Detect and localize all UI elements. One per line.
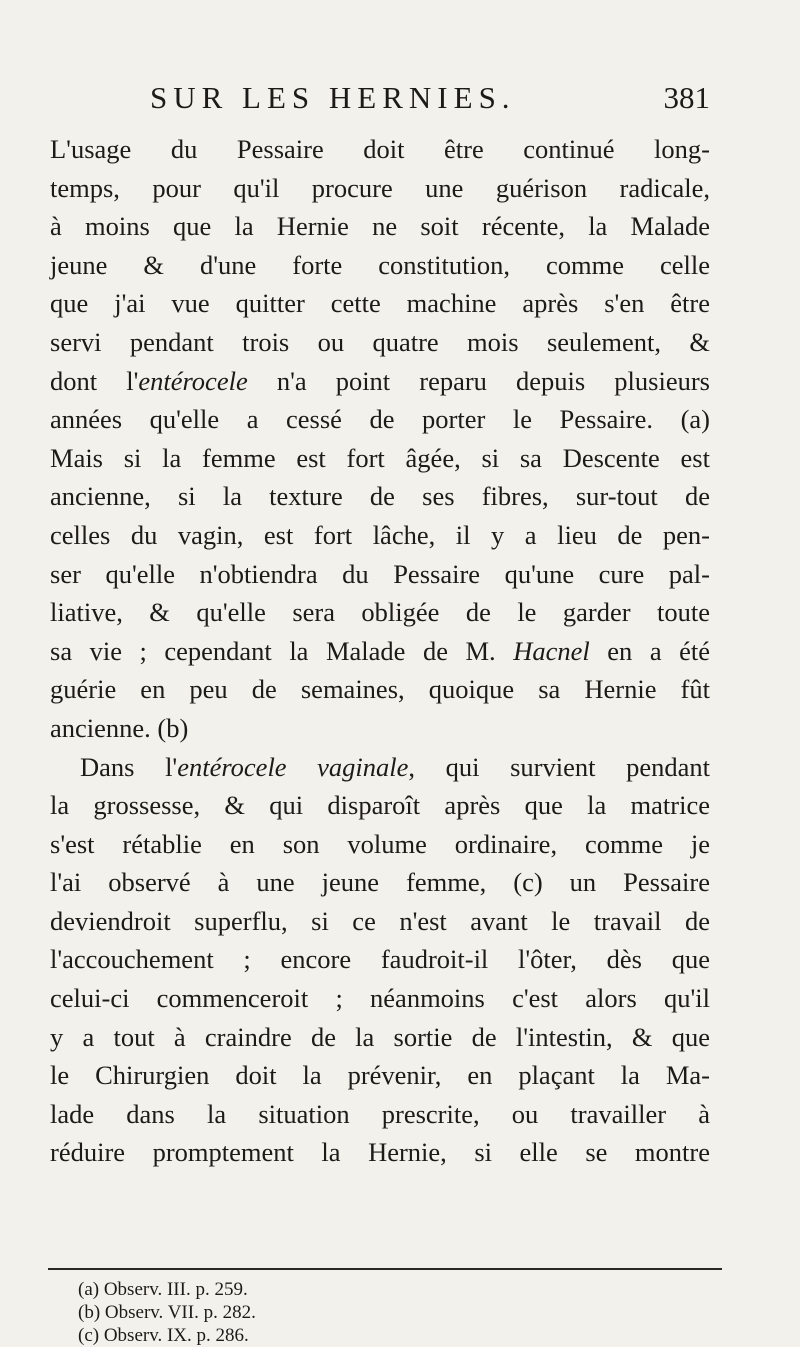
running-title: SUR LES HERNIES. [150, 80, 516, 115]
text-line: guérie en peu de semaines, quoique sa Hernie fût [50, 674, 710, 705]
text-line: L'usage du Pessaire doit être continué long- [50, 134, 710, 164]
italic-term: entérocele [138, 365, 248, 396]
text-line: ser qu'elle n'obtiendra du Pessaire qu'une cure pal- [50, 558, 710, 589]
italic-term: entérocele vaginale [177, 751, 409, 782]
text-line: réduire promptement la Hernie, si elle se montre [50, 1137, 710, 1168]
text-line: celui-ci commenceroit ; néanmoins c'est alors qu'il [50, 983, 710, 1014]
body-text [50, 130, 710, 1172]
text-line: l'ai observé à une jeune femme, (c) un Pessaire [50, 867, 710, 898]
text-line: que j'ai vue quitter cette machine après s'en être [50, 288, 710, 319]
text-line: à moins que la Hernie ne soit récente, la Malade [50, 211, 710, 242]
footnote: (b) Observ. VII. p. 282. [78, 1302, 256, 1323]
text-line: jeune & d'une forte constitution, comme celle [50, 249, 710, 280]
footnote: (c) Observ. IX. p. 286. [78, 1325, 249, 1346]
footnotes [78, 1278, 478, 1347]
footnote-rule [48, 1268, 722, 1270]
text-line: sa vie ; cependant la Malade de M. Hacnel en a été [50, 635, 710, 666]
text-line: Dans l'entérocele vaginale, qui survient pendant [80, 751, 710, 782]
text-line: temps, pour qu'il procure une guérison radicale, [50, 172, 710, 203]
text-line: ancienne. (b) [50, 712, 189, 743]
text-line: servi pendant trois ou quatre mois seulement, & [50, 326, 710, 357]
text-line: dont l'entérocele n'a point reparu depuis plusieurs [50, 365, 710, 396]
text-line: années qu'elle a cessé de porter le Pessaire. (a) [50, 404, 710, 435]
page-number: 381 [663, 80, 710, 115]
text-line: deviendroit superflu, si ce n'est avant le travail de [50, 905, 710, 936]
text-line: le Chirurgien doit la prévenir, en plaçant la Ma- [50, 1060, 710, 1091]
text-line: liative, & qu'elle sera obligée de le garder toute [50, 597, 710, 628]
text-line: y a tout à craindre de la sortie de l'intestin, & que [50, 1021, 710, 1052]
text-line: Mais si la femme est fort âgée, si sa Descente est [50, 442, 710, 473]
italic-term: Hacnel [513, 635, 590, 666]
text-line: la grossesse, & qui disparoît après que la matrice [50, 790, 710, 821]
text-line: lade dans la situation prescrite, ou travailler à [50, 1098, 710, 1129]
text-line: s'est rétablie en son volume ordinaire, comme je [50, 828, 710, 859]
text-line: l'accouchement ; encore faudroit-il l'ôter, dès que [50, 944, 710, 975]
footnote: (a) Observ. III. p. 259. [78, 1279, 248, 1300]
text-line: celles du vagin, est fort lâche, il y a lieu de pen- [50, 519, 710, 550]
text-line: ancienne, si la texture de ses fibres, sur-tout de [50, 481, 710, 512]
